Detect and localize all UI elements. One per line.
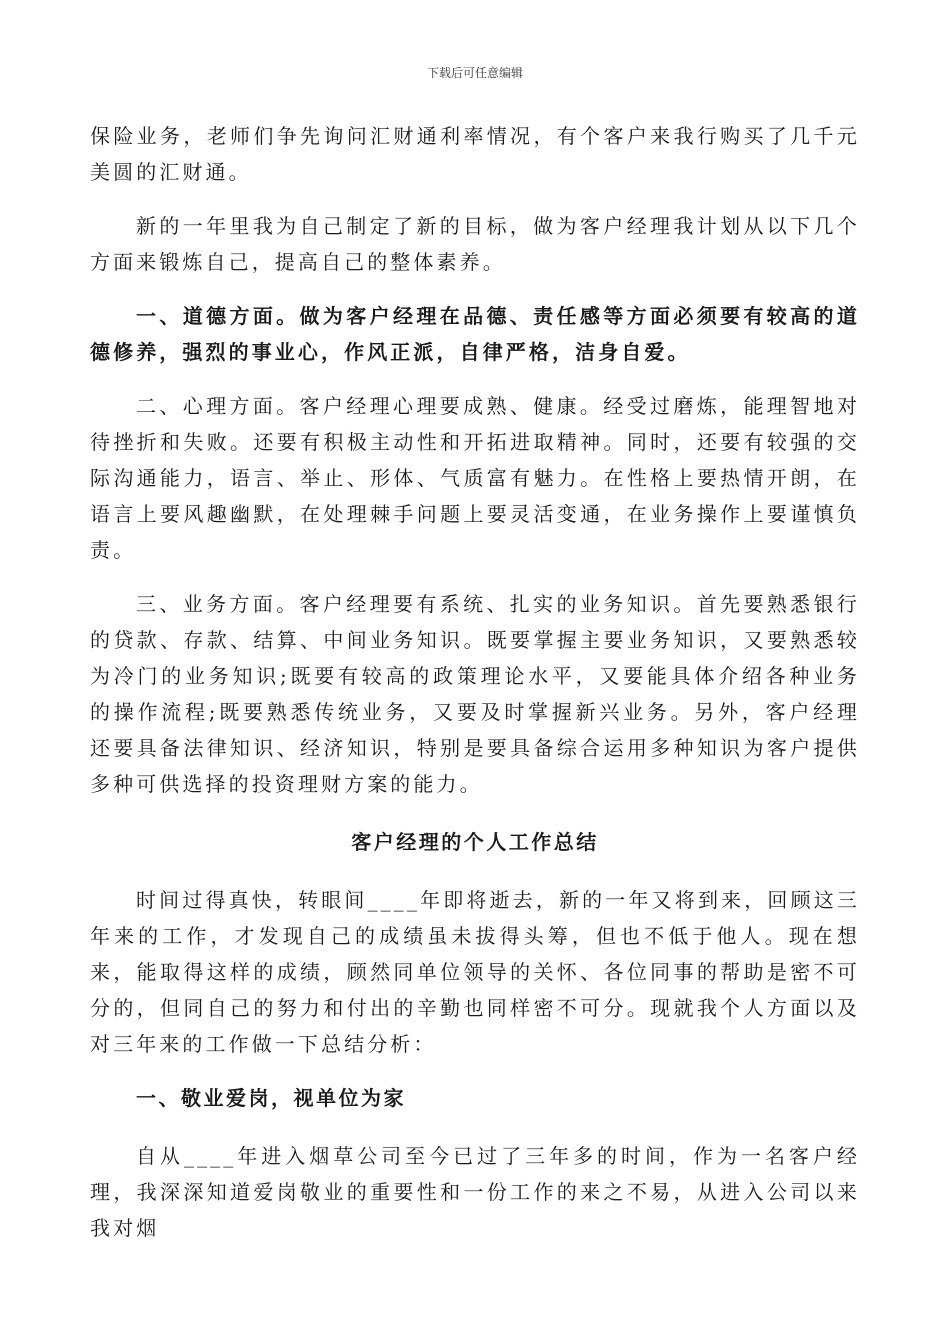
paragraph-new-year-goals: 新的一年里我为自己制定了新的目标，做为客户经理我计划从以下几个方面来锻炼自己，提高自己的整体素养。: [90, 214, 860, 274]
paragraph-summary-intro: 时间过得真快，转眼间____年即将逝去，新的一年又将到来，回顾这三年来的工作，才发现自己的成绩虽未拔得头筹，但也不低于他人。现在想来，能取得这样的成绩，顾然同单位领导的关怀、各位同事的帮助是密不可分的，但同自己的努力和付出的辛勤也同样密不可分。现就我个人方面以及对三年来的工作做一下总结分析：: [90, 888, 860, 1056]
section-heading-dedication: 一、敬业爱岗，视单位为家: [136, 1086, 406, 1110]
paragraph-continuation: 保险业务，老师们争先询问汇财通利率情况，有个客户来我行购买了几千元美圆的汇财通。: [90, 124, 860, 184]
paragraph-psychological-aspect: 二、心理方面。客户经理心理要成熟、健康。经受过磨炼，能理智地对待挫折和失败。还要有积极主动性和开拓进取精神。同时，还要有较强的交际沟通能力，语言、举止、形体、气质富有魅力。在性格上要热情开朗，在语言上要风趣幽默，在处理棘手问题上要灵活变通，在业务操作上要谨慎负责。: [90, 394, 860, 562]
paragraph-moral-aspect: 一、道德方面。做为客户经理在品德、责任感等方面必须要有较高的道德修养，强烈的事业心，作风正派，自律严格，洁身自爱。: [90, 304, 860, 364]
paragraph-dedication-body: 自从____年进入烟草公司至今已过了三年多的时间，作为一名客户经理，我深深知道爱岗敬业的重要性和一份工作的来之不易，从进入公司以来我对烟: [90, 1144, 860, 1240]
section-title: 客户经理的个人工作总结: [351, 830, 599, 854]
document-body: [90, 118, 860, 1264]
page-header-note: 下载后可任意编辑: [426, 66, 523, 80]
paragraph-business-aspect: 三、业务方面。客户经理要有系统、扎实的业务知识。首先要熟悉银行的贷款、存款、结算、中间业务知识。既要掌握主要业务知识，又要熟悉较为冷门的业务知识;既要有较高的政策理论水平，又要能具体介绍各种业务的操作流程;既要熟悉传统业务，又要及时掌握新兴业务。另外，客户经理还要具备法律知识、经济知识，特别是要具备综合运用多种知识为客户提供多种可供选择的投资理财方案的能力。: [90, 592, 860, 796]
